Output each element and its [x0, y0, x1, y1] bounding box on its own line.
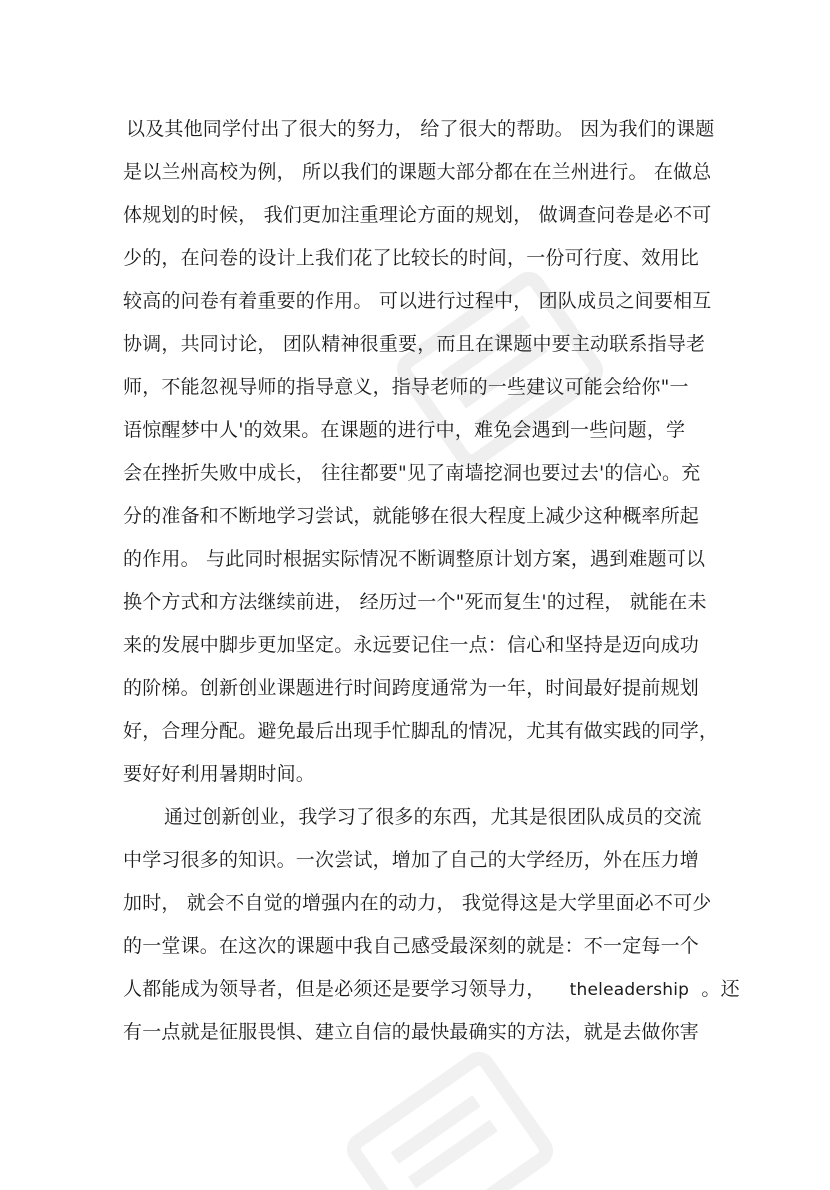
text-segment: 。还 [701, 978, 740, 1000]
text-segment: 人都能成为领导者，但是必须还是要学习领导力， [123, 978, 546, 1000]
text-line: 的阶梯。创新创业课题进行时间跨度通常为一年，时间最好提前规划 [123, 677, 700, 699]
text-line: 是以兰州高校为例， 所以我们的课题大部分都在在兰州进行。 在做总 [123, 161, 712, 183]
text-line: 体规划的时候， 我们更加注重理论方面的规划， 做调查问卷是必不可 [123, 204, 712, 226]
text-line [123, 974, 740, 1004]
text-line: 的作用。 与此同时根据实际情况不断调整原计划方案，遇到难题可以 [123, 548, 706, 570]
text-line: 师，不能忽视导师的指导意义，指导老师的一些建议可能会给你"一 [123, 376, 689, 398]
english-term: theleadership [569, 980, 690, 1000]
text-line: 好，合理分配。避免最后出现手忙脚乱的情况，尤其有做实践的同学， [123, 720, 719, 742]
text-line: 来的发展中脚步更加坚定。永远要记住一点：信心和坚持是迈向成功 [123, 634, 700, 656]
text-line: 会在挫折失败中成长， 往往都要"见了南墙挖洞也要过去'的信心。充 [123, 462, 701, 484]
text-line: 少的，在问卷的设计上我们花了比较长的时间，一份可行度、效用比 [123, 247, 700, 269]
text-line: 分的准备和不断地学习尝试，就能够在很大程度上减少这种概率所起 [123, 505, 700, 527]
text-line: 要好好利用暑期时间。 [123, 763, 316, 785]
text-line: 的一堂课。在这次的课题中我自己感受最深刻的就是：不一定每一个 [123, 935, 700, 957]
watermark-logo-bottom [330, 1050, 570, 1190]
text-line: 协调，共同讨论， 团队精神很重要，而且在课题中要主动联系指导老 [123, 333, 706, 355]
text-line: 加时， 就会不自觉的增强内在的动力， 我觉得这是大学里面必不可少 [123, 892, 712, 914]
text-line: 有一点就是征服畏惧、建立自信的最快最确实的方法，就是去做你害 [123, 1021, 700, 1043]
paragraph-first-line: 通过创新创业，我学习了很多的东西，尤其是很团队成员的交流 [164, 806, 702, 828]
text-line: 较高的问卷有着重要的作用。 可以进行过程中， 团队成员之间要相互 [123, 290, 712, 312]
text-line: 以及其他同学付出了很大的努力， 给了很大的帮助。 因为我们的课题 [126, 118, 715, 140]
text-line: 语惊醒梦中人'的效果。在课题的进行中，难免会遇到一些问题，学 [123, 419, 686, 441]
text-line: 换个方式和方法继续前进， 经历过一个"死而复生'的过程， 就能在未 [123, 591, 707, 613]
text-line: 中学习很多的知识。一次尝试，增加了自己的大学经历，外在压力增 [123, 849, 700, 871]
